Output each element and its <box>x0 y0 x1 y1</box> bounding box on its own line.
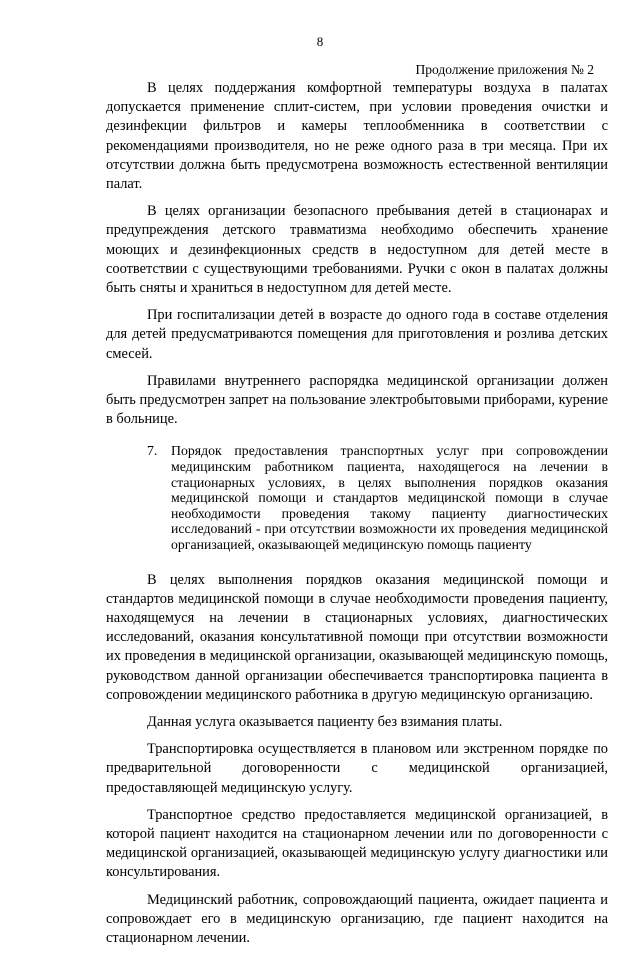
section-heading <box>106 443 608 552</box>
paragraph-vehicle-provider: Транспортное средство предоставляется медицинской организацией, в которой пациент находится на стационарном лечении или по договоренности с медицинской организацией, оказывающей медицинскую услугу диагностики или консультирования. <box>106 806 608 881</box>
paragraph-infant-formula: При госпитализации детей в возрасте до одного года в составе отделения для детей предусматриваются помещения для приготовления и розлива детских смесей. <box>106 307 608 362</box>
paragraph-internal-rules: Правилами внутреннего распорядка медицинской организации должен быть предусмотрен запрет на пользование электробытовыми приборами, курение в больнице. <box>106 372 608 428</box>
paragraph-free-of-charge: Данная услуга оказывается пациенту без взимания платы. <box>147 714 503 731</box>
paragraph-transport-provision: В целях выполнения порядков оказания медицинской помощи и стандартов медицинской помощи в случае необходимости проведения пациенту, находящемуся на лечении в стационарных условиях, диагностических исследований, оказания консультативной помощи при отсутствии возможности их проведения в медицинской организации, оказывающей медицинскую помощь, руководством данной организации обеспечивается транспортировка пациента в сопровождении медицинского работника в другую медицинскую организацию. <box>106 571 608 703</box>
document-body <box>106 79 608 956</box>
section-title: Порядок предоставления транспортных услуг при сопровождении медицинским работником пациента, находящегося на лечении в стационарных условиях, в целях выполнения порядков оказания медицинской помощи и стандартов медицинской помощи в случае необходимости проведения такому пациенту диагностических исследований - при отсутствии возможности их проведения медицинской организацией, оказывающей медицинскую помощь пациенту <box>171 443 608 553</box>
paragraph-split-systems: В целях поддержания комфортной температуры воздуха в палатах допускается применение сплит-систем, при условии проведения очистки и дезинфекции фильтров и камеры теплообменника в соответствии с рекомендациями производителя, но не реже одного раза в три месяца. При их отсутствии должна быть предусмотрена возможность естественной вентиляции палат. <box>106 80 608 193</box>
paragraph-escort-worker: Медицинский работник, сопровождающий пациента, ожидает пациента и сопровождает его в медицинскую организацию, где пациент находится на стационарном лечении. <box>106 891 608 947</box>
paragraph-child-safety: В целях организации безопасного пребывания детей в стационарах и предупреждения детского травматизма необходимо обеспечить хранение моющих и дезинфекционных средств в недоступном для детей месте в соответствии с существующими требованиями. Ручки с окон в палатах должны быть сняты и храниться в недоступном для детей месте. <box>106 203 608 297</box>
section-number: 7. <box>147 443 158 459</box>
appendix-reference: Продолжение приложения № 2 <box>415 62 594 77</box>
page-number: 8 <box>316 34 324 49</box>
paragraph-transport-order: Транспортировка осуществляется в плановом или экстренном порядке по предварительной договоренности с медицинской организацией, предоставляющей медицинскую услугу. <box>106 741 608 796</box>
